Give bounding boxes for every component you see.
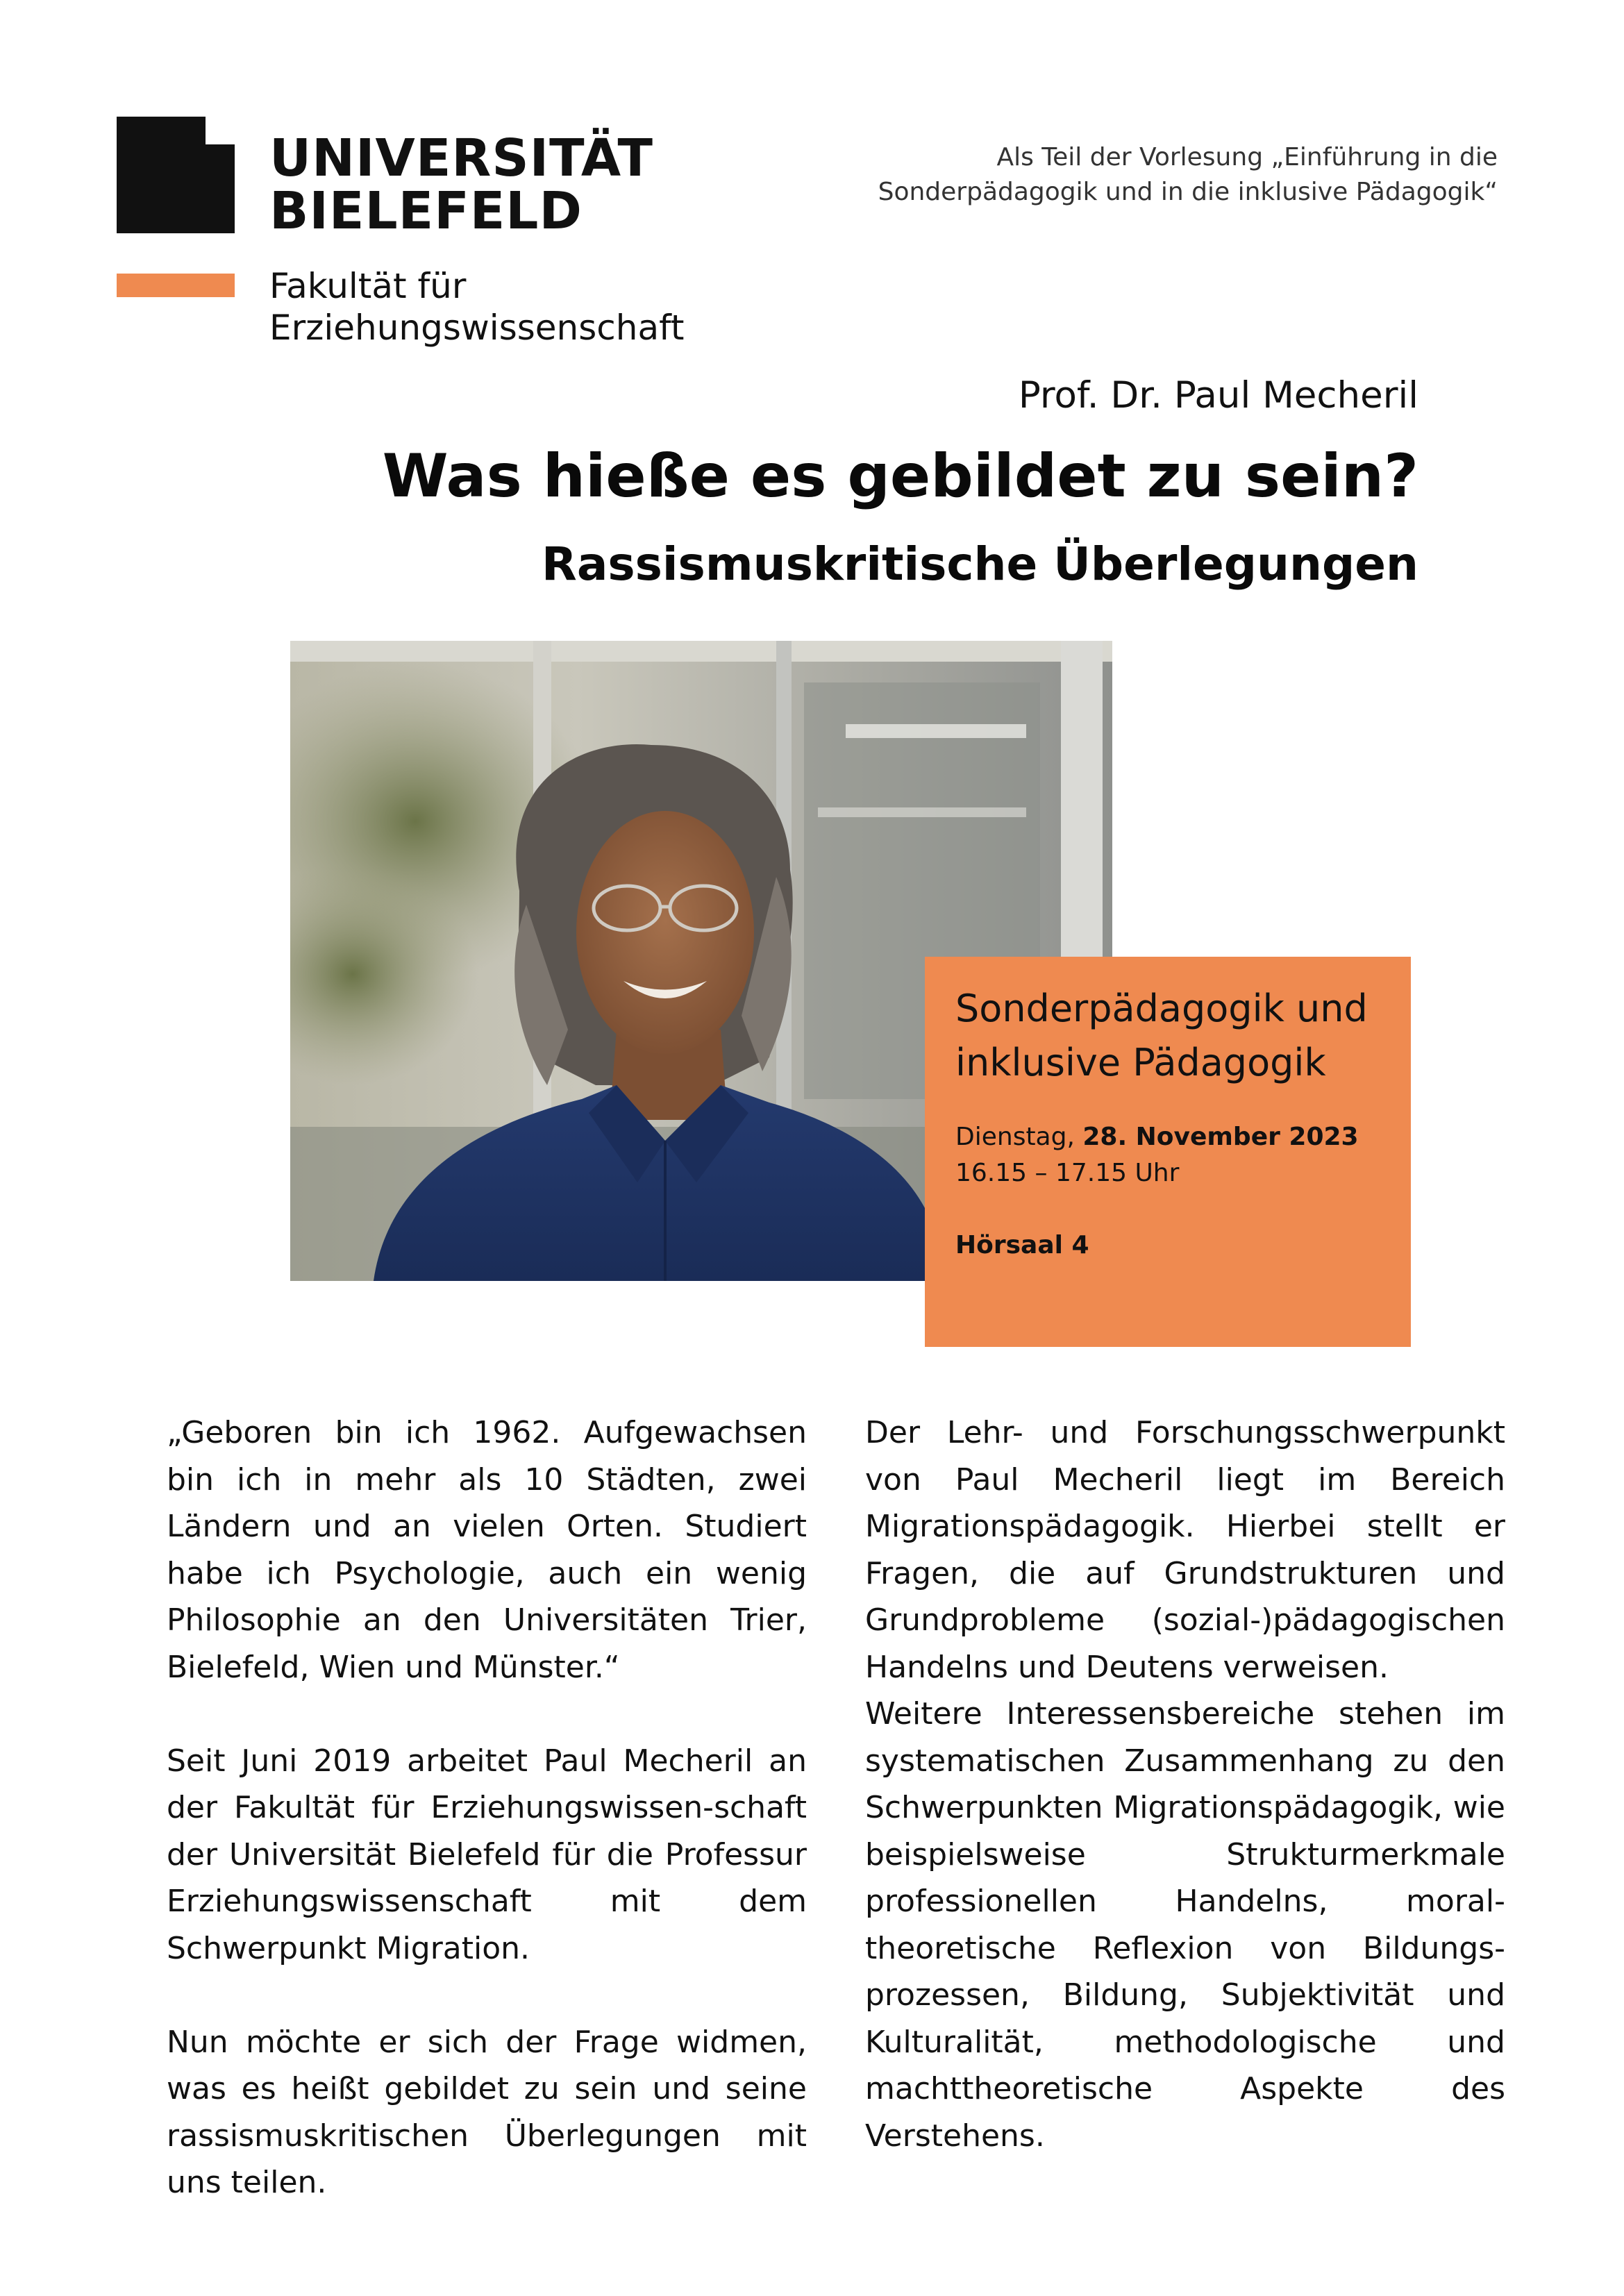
faculty-accent-bar xyxy=(117,274,235,297)
lecture-title: Was hieße es gebildet zu sein? xyxy=(382,442,1418,511)
info-heading-line2: inklusive Pädagogik xyxy=(955,1041,1326,1084)
lecture-note-line2: Sonderpädagogik und in die inklusive Pädagogik“ xyxy=(878,178,1498,206)
body-paragraph: „Geboren bin ich 1962. Aufgewachsen bin ich in mehr als 10 Städten, zwei Ländern und an vielen Orten. Studiert habe ich Psychologie, auch ein wenig Philosophie an den Universitäten Trier, Bielefeld, Wien und Münster.“ xyxy=(167,1415,807,1685)
university-name-line2: BIELEFELD xyxy=(269,181,583,241)
lecture-subtitle: Rassismuskritische Überlegungen xyxy=(542,537,1418,591)
university-name-line1: UNIVERSITÄT xyxy=(269,128,653,188)
event-info-box xyxy=(925,957,1411,1347)
event-room: Hörsaal 4 xyxy=(955,1231,1089,1259)
body-paragraph: Weitere Interessensbereiche stehen im systematischen Zusammenhang zu den Schwerpunkten Migrationspädagogik, wie beispielsweise Strukturmerkmale professionellen Handelns, moral-theoretische Reflexion von Bildungs-prozessen, Bildung, Subjektivität und Kulturalität, methodologische und machttheoretische Aspekte des Verstehens. xyxy=(865,1696,1505,2154)
body-column-right xyxy=(865,1409,1505,2159)
info-box-heading xyxy=(955,982,1383,1090)
body-paragraph: Nun möchte er sich der Frage widmen, was es heißt gebildet zu sein und seine rassismuskritischen Überlegungen mit uns teilen. xyxy=(167,2024,807,2200)
event-time: 16.15 – 17.15 Uhr xyxy=(955,1159,1180,1187)
body-column-left xyxy=(167,1409,807,2206)
lecture-context-note xyxy=(803,140,1498,210)
faculty-name-line2: Erziehungswissenschaft xyxy=(269,308,685,348)
university-name xyxy=(269,128,653,241)
faculty-name-line1: Fakultät für xyxy=(269,266,467,306)
info-heading-line1: Sonderpädagogik und xyxy=(955,987,1368,1030)
event-weekday: Dienstag, xyxy=(955,1123,1083,1151)
event-date-bold: 28. November 2023 xyxy=(1082,1123,1359,1151)
body-paragraph: Der Lehr- und Forschungsschwerpunkt von Paul Mecheril liegt im Bereich Migrationspädagogik. Hierbei stellt er Fragen, die auf Grundstrukturen und Grundprobleme (sozial-)pädagogischen Handelns und Deutens verweisen. xyxy=(865,1415,1505,1685)
event-datetime xyxy=(955,1119,1383,1191)
body-paragraph: Seit Juni 2019 arbeitet Paul Mecheril an der Fakultät für Erziehungswissen-schaft der Universität Bielefeld für die Professur Erziehungswissenschaft mit dem Schwerpunkt Migration. xyxy=(167,1743,807,1966)
university-logo-mark xyxy=(117,117,235,233)
speaker-name: Prof. Dr. Paul Mecheril xyxy=(1018,374,1418,417)
faculty-name xyxy=(269,265,684,349)
event-date xyxy=(955,1119,1383,1155)
lecture-note-line1: Als Teil der Vorlesung „Einführung in die xyxy=(996,143,1498,171)
